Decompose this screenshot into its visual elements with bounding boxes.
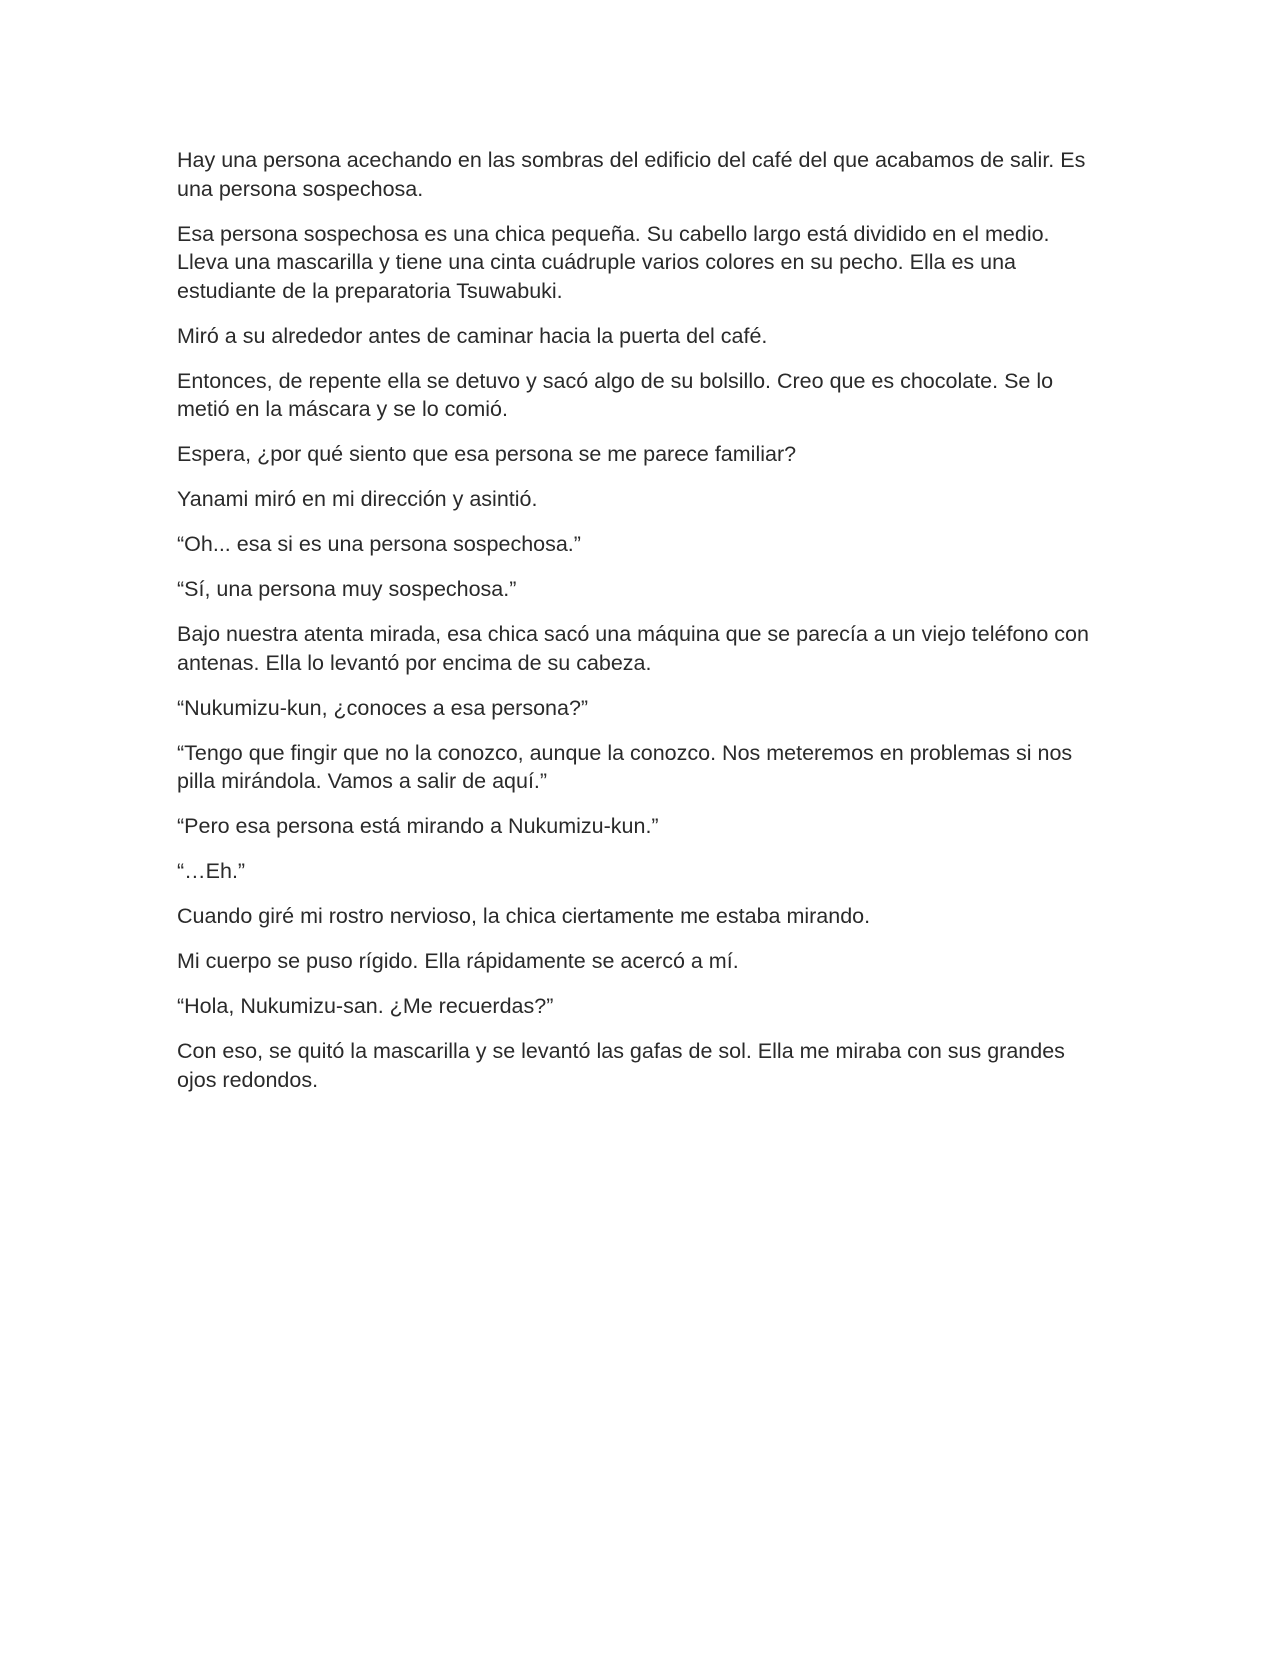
paragraph-13: “…Eh.”: [177, 859, 246, 883]
paragraph-3: Miró a su alrededor antes de caminar hacia la puerta del café.: [177, 323, 768, 348]
paragraph-6: Yanami miró en mi dirección y asintió.: [177, 487, 538, 511]
document-body: [177, 146, 1097, 1111]
paragraph-7: “Oh... esa si es una persona sospechosa.”: [177, 532, 581, 556]
paragraph-14: Cuando giré mi rostro nervioso, la chica ciertamente me estaba mirando.: [177, 904, 871, 928]
paragraph-2: Esa persona sospechosa es una chica pequeña. Su cabello largo está dividido en el medio. Lleva una mascarilla y tiene una cinta cuádruple varios colores en su pecho. Ella es una estudiante de la preparatoria Tsuwabuki.: [177, 221, 1050, 303]
paragraph-1: Hay una persona acechando en las sombras del edificio del café del que acabamos de salir. Es una persona sospechosa.: [177, 148, 1086, 201]
paragraph-4: Entonces, de repente ella se detuvo y sacó algo de su bolsillo. Creo que es chocolate. Se lo metió en la máscara y se lo comió.: [177, 368, 1054, 421]
paragraph-9: Bajo nuestra atenta mirada, esa chica sacó una máquina que se parecía a un viejo teléfono con antenas. Ella lo levantó por encima de su cabeza.: [177, 622, 1089, 675]
paragraph-8: “Sí, una persona muy sospechosa.”: [177, 577, 517, 601]
paragraph-12: “Pero esa persona está mirando a Nukumizu-kun.”: [177, 814, 659, 838]
paragraph-15: Mi cuerpo se puso rígido. Ella rápidamente se acercó a mí.: [177, 949, 739, 973]
paragraph-16: “Hola, Nukumizu-san. ¿Me recuerdas?”: [177, 994, 554, 1018]
paragraph-17: Con eso, se quitó la mascarilla y se levantó las gafas de sol. Ella me miraba con sus grandes ojos redondos.: [177, 1039, 1065, 1092]
paragraph-5: Espera, ¿por qué siento que esa persona se me parece familiar?: [177, 442, 797, 466]
paragraph-11: “Tengo que fingir que no la conozco, aunque la conozco. Nos meteremos en problemas si nos pilla mirándola. Vamos a salir de aquí.”: [177, 740, 1073, 793]
paragraph-10: “Nukumizu-kun, ¿conoces a esa persona?”: [177, 695, 589, 720]
